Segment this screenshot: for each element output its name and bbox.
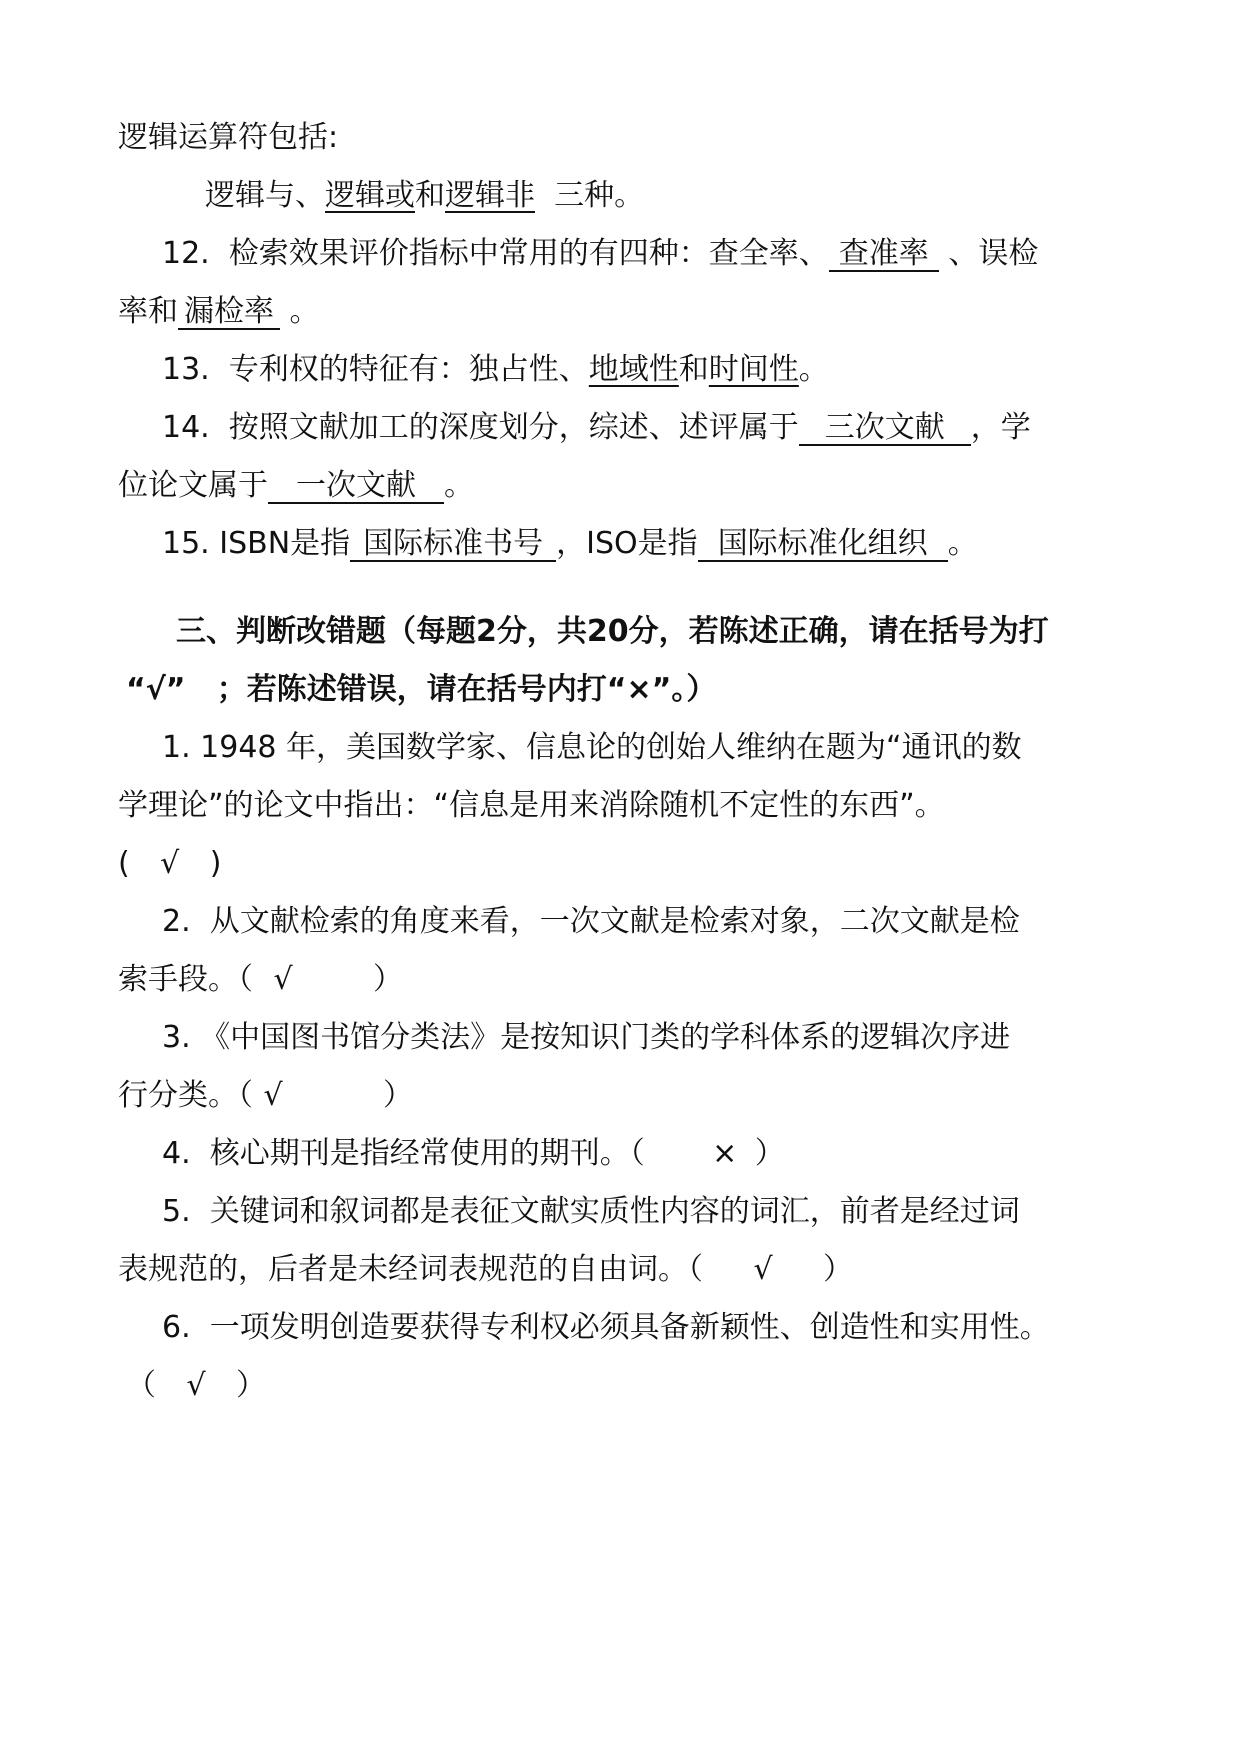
question-text: 学理论”的论文中指出：“信息是用来消除随机不定性的东西”。 [118, 788, 945, 823]
question-text: 索手段。（ [118, 962, 253, 997]
answer-text: 时间性 [708, 352, 799, 387]
text-line [162, 350, 1123, 390]
cross-mark: × [712, 1136, 738, 1171]
question-line [162, 1192, 1123, 1232]
answer-blank: 一次文献 [268, 470, 444, 504]
line-text: 。 [444, 468, 474, 503]
question-line [162, 728, 1123, 768]
question-text: 1. 1948 年，美国数学家、信息论的创始人维纳在题为“通讯的数 [162, 730, 1022, 765]
question-text: 行分类。（ [118, 1078, 253, 1113]
answer-text: 逻辑或 [325, 178, 415, 213]
text-line [162, 234, 1123, 274]
text-line [118, 118, 1123, 158]
answer-text: 地域性 [588, 352, 679, 387]
question-text: 6. 一项发明创造要获得专利权必须具备新颖性、创造性和实用性。 [162, 1310, 1050, 1345]
question-text: 4. 核心期刊是指经常使用的期刊。（ [162, 1136, 645, 1171]
text-line [118, 292, 1123, 332]
answer-blank: 三次文献 [799, 412, 971, 446]
answer-text: 逻辑非 [445, 178, 535, 213]
text-line [118, 466, 1123, 506]
line-text: 14. 按照文献加工的深度划分，综述、述评属于 [162, 410, 799, 445]
line-text: 率和 [118, 294, 178, 329]
line-text: 、误检 [938, 236, 1039, 271]
question-line [118, 1076, 1123, 1116]
answer-blank: 漏检率 [178, 296, 280, 330]
question-text: 表规范的，后者是未经词表规范的自由词。（ [118, 1252, 703, 1287]
question-line [118, 1250, 1123, 1290]
paren-close: ） [754, 1136, 785, 1171]
answer-line [118, 844, 1123, 884]
line-text: ，ISO是指 [556, 526, 698, 561]
line-text: 三种。 [535, 178, 645, 213]
heading-text: 三、判断改错题（每题2分，共20分，若陈述正确，请在括号为打 [176, 614, 1049, 649]
question-line [162, 902, 1123, 942]
line-text: 逻辑与、 [205, 178, 325, 213]
check-mark: √ [263, 1078, 283, 1113]
paren-close: ） [373, 962, 403, 997]
line-text: 和 [415, 178, 445, 213]
paren-open: （ [126, 1368, 156, 1403]
paren-open: ( [118, 846, 130, 881]
line-text: ，学 [970, 410, 1031, 445]
text-line [205, 176, 1123, 216]
line-text: 13. 专利权的特征有：独占性、 [162, 352, 589, 387]
text-line [162, 524, 1123, 564]
text-line [162, 408, 1123, 448]
question-line [118, 960, 1123, 1000]
heading-text: “√” ；若陈述错误，请在括号内打“×”。） [126, 672, 717, 707]
question-line [162, 1018, 1123, 1058]
check-mark: √ [273, 962, 293, 997]
question-line [162, 1134, 1123, 1174]
question-text: 3. 《中国图书馆分类法》是按知识门类的学科体系的逻辑次序进 [162, 1020, 1011, 1055]
line-text: 12. 检索效果评价指标中常用的有四种：查全率、 [162, 236, 829, 271]
line-text: 和 [678, 352, 709, 387]
check-mark: √ [753, 1252, 773, 1287]
line-text: 位论文属于 [118, 468, 268, 503]
question-line [162, 1308, 1123, 1348]
line-text: 逻辑运算符包括: [118, 120, 339, 155]
section-heading [176, 612, 1123, 652]
section-heading [126, 670, 1123, 710]
answer-line [126, 1366, 1123, 1406]
check-mark: √ [186, 1368, 206, 1403]
paren-close: ） [383, 1078, 413, 1113]
line-text: 。 [947, 526, 978, 561]
line-text: 15. ISBN是指 [162, 526, 351, 561]
line-text: 。 [798, 352, 829, 387]
answer-blank: 查准率 [829, 238, 939, 272]
question-text: 2. 从文献检索的角度来看，一次文献是检索对象，二次文献是检 [162, 904, 1020, 939]
answer-blank: 国际标准书号 [350, 528, 556, 562]
paren-close: ） [823, 1252, 853, 1287]
paren-close: ） [236, 1368, 266, 1403]
paren-close: ) [209, 846, 222, 881]
question-line [118, 786, 1123, 826]
check-mark: √ [160, 846, 180, 881]
line-text: 。 [280, 294, 320, 329]
question-text: 5. 关键词和叙词都是表征文献实质性内容的词汇，前者是经过词 [162, 1194, 1020, 1229]
answer-blank: 国际标准化组织 [698, 528, 948, 562]
